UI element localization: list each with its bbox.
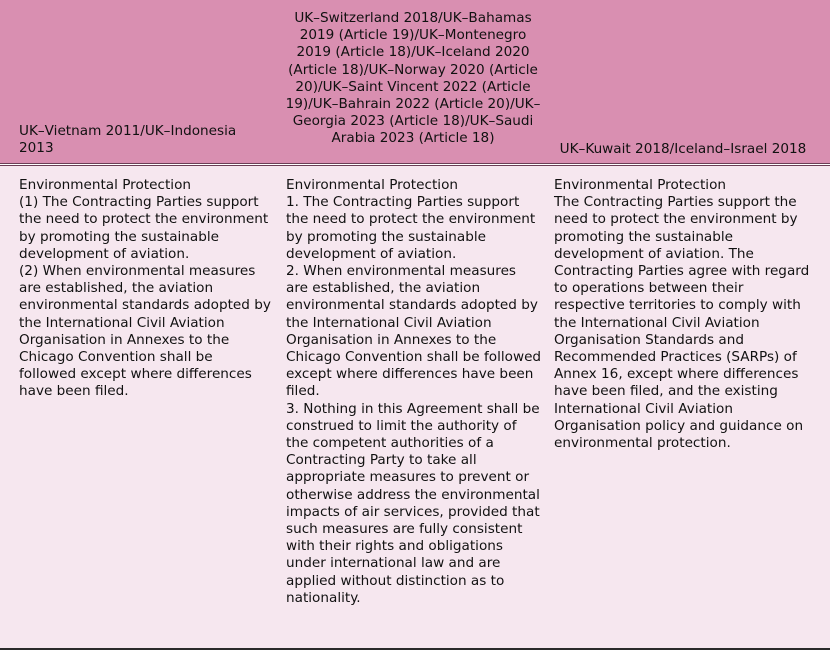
- header-divider: [0, 163, 830, 164]
- body-top-divider: [0, 165, 830, 166]
- table-cell-1: Environmental Protection (1) The Contracting Parties support the need to protect the environment by promoting the sustainable development of aviation. (2) When environmental measures are established, the aviation environmental standards adopted by the International Civil Aviation Organisation in Annexes to the Chicago Convention shall be followed except where differences have been filed.: [19, 177, 271, 400]
- table-cell-2: Environmental Protection 1. The Contracting Parties support the need to protect the environment by promoting the sustainable development of aviation. 2. When environmental measures are established, the aviation environmental standards adopted by the International Civil Aviation Organisation in Annexes to the Chicago Convention shall be followed except where differences have been filed. 3. Nothing in this Agreement shall be construed to limit the authority of the competent authorities of a Contracting Party to take all appropriate measures to prevent or otherwise address the environmental impacts of air services, provided that such measures are fully consistent with their rights and obligations under international law and are applied without distinction as to nationality.: [286, 177, 542, 606]
- column-header-3: UK–Kuwait 2018/Iceland–Israel 2018: [559, 141, 807, 157]
- column-header-2: UK–Switzerland 2018/UK–Bahamas 2019 (Article 19)/UK–Montenegro 2019 (Article 18)/UK–Iceland 2020 (Article 18)/UK–Norway 2020 (Article 20)/UK–Saint Vincent 2022 (Article 19)/UK–Bahrain 2022 (Article 20)/UK–Georgia 2023 (Article 18)/UK–Saudi Arabia 2023 (Article 18): [285, 10, 541, 147]
- table-bottom-rule: [0, 648, 830, 650]
- table-cell-3: Environmental Protection The Contracting Parties support the need to protect the environment by promoting the sustainable development of aviation. The Contracting Parties agree with regard to operations between their respective territories to comply with the International Civil Aviation Organisation Standards and Recommended Practices (SARPs) of Annex 16, except where differences have been filed, and the existing International Civil Aviation Organisation policy and guidance on environmental protection.: [554, 177, 810, 452]
- column-header-1: UK–Vietnam 2011/UK–Indonesia 2013: [19, 123, 237, 157]
